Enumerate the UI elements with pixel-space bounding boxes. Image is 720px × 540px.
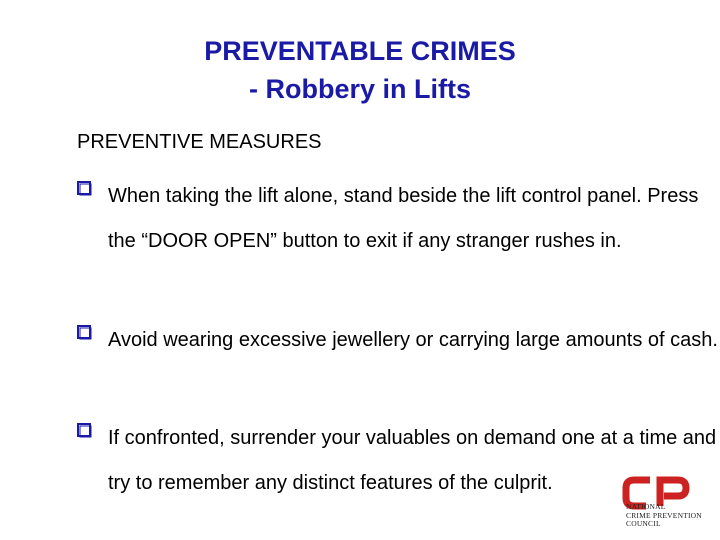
bullet-text: When taking the lift alone, stand beside the lift control panel. Press the “DOOR OPEN” button to exit if any stranger rushes in. — [108, 185, 699, 252]
bullet-text: If confronted, surrender your valuables on demand one at a time and try to remember any distinct features of the culprit. — [108, 427, 717, 494]
section-heading: PREVENTIVE MEASURES — [77, 131, 322, 153]
checkbox-bullet-icon — [77, 181, 92, 196]
ncpc-logo — [612, 476, 716, 536]
checkbox-bullet-icon — [77, 423, 92, 438]
checkbox-bullet-icon — [77, 325, 92, 340]
slide-title — [0, 32, 720, 108]
logo-text: NATIONAL CRIME PREVENTION COUNCIL — [626, 502, 702, 528]
title-line-2: - Robbery in Lifts — [249, 74, 471, 104]
bullet-text: Avoid wearing excessive jewellery or carrying large amounts of cash. — [108, 329, 718, 351]
title-line-1: PREVENTABLE CRIMES — [204, 36, 516, 66]
